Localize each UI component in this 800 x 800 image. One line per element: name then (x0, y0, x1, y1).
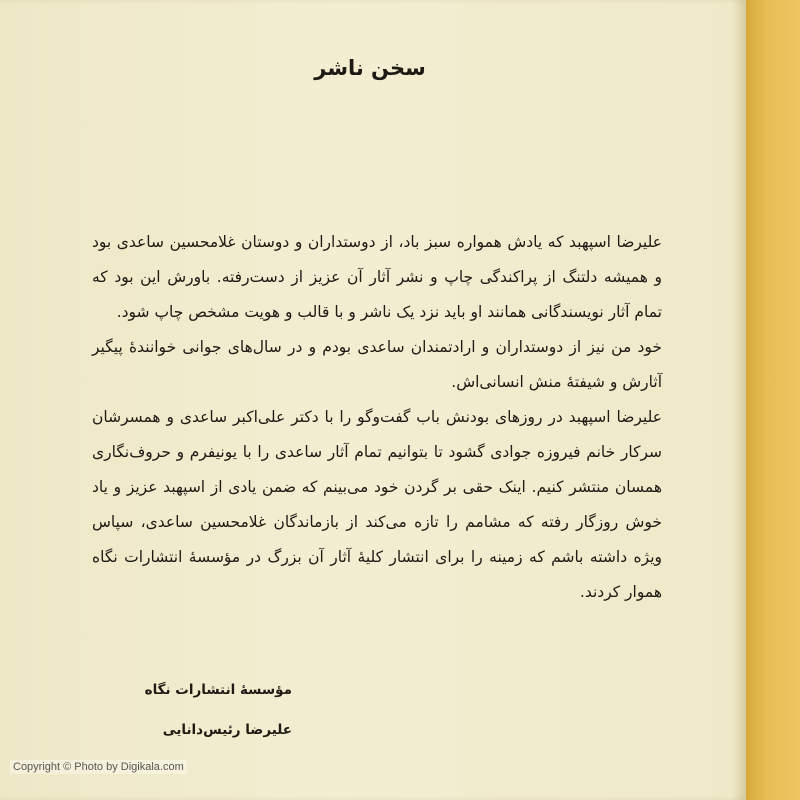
copyright-watermark: Copyright © Photo by Digikala.com (10, 760, 187, 774)
paragraph-3: علیرضا اسپهبد در روزهای بودنش باب گفت‌وگو را با دکتر علی‌اکبر ساعدی و همسرشان سرکار خانم فیروزه جوادی گشود تا بتوانیم تمام آثار ساعدی را با یونیفرم و حروف‌نگاری همسان منتشر کنیم. اینک حقی بر گردن خود می‌بینم که ضمن یادی از اسپهبد عزیز و یاد خوش روزگار رفته که مشامم را تازه می‌کند از بازماندگان غلامحسین ساعدی، سپاس ویژه داشته باشم که زمینه را برای انتشار کلیهٔ آثار آن بزرگ در مؤسسهٔ انتشارات نگاه هموار کردند. (92, 408, 662, 601)
body-text (92, 225, 662, 610)
page-title: سخن ناشر (314, 56, 426, 80)
signature-name: علیرضا رئیس‌دانایی (162, 722, 292, 738)
page-edge-shadow (732, 0, 746, 800)
paragraph-2: خود من نیز از دوستداران و ارادتمندان ساعدی بودم و در سال‌های جوانی خوانندهٔ پیگیر آثارش و شیفتهٔ منش انسانی‌اش. (92, 338, 662, 391)
book-cover-edge (746, 0, 800, 800)
paragraph-1: علیرضا اسپهبد که یادش همواره سبز باد، از دوستداران و دوستان غلامحسین ساعدی بود و همیشه دلتنگ از پراکندگی چاپ و نشر آثار آن عزیز از دست‌رفته. باورش این بود که تمام آثار نویسندگانی همانند او باید نزد یک ناشر و با قالب و هویت مشخص چاپ شود. (92, 233, 662, 321)
signature-organization: مؤسسهٔ انتشارات نگاه (144, 682, 292, 698)
